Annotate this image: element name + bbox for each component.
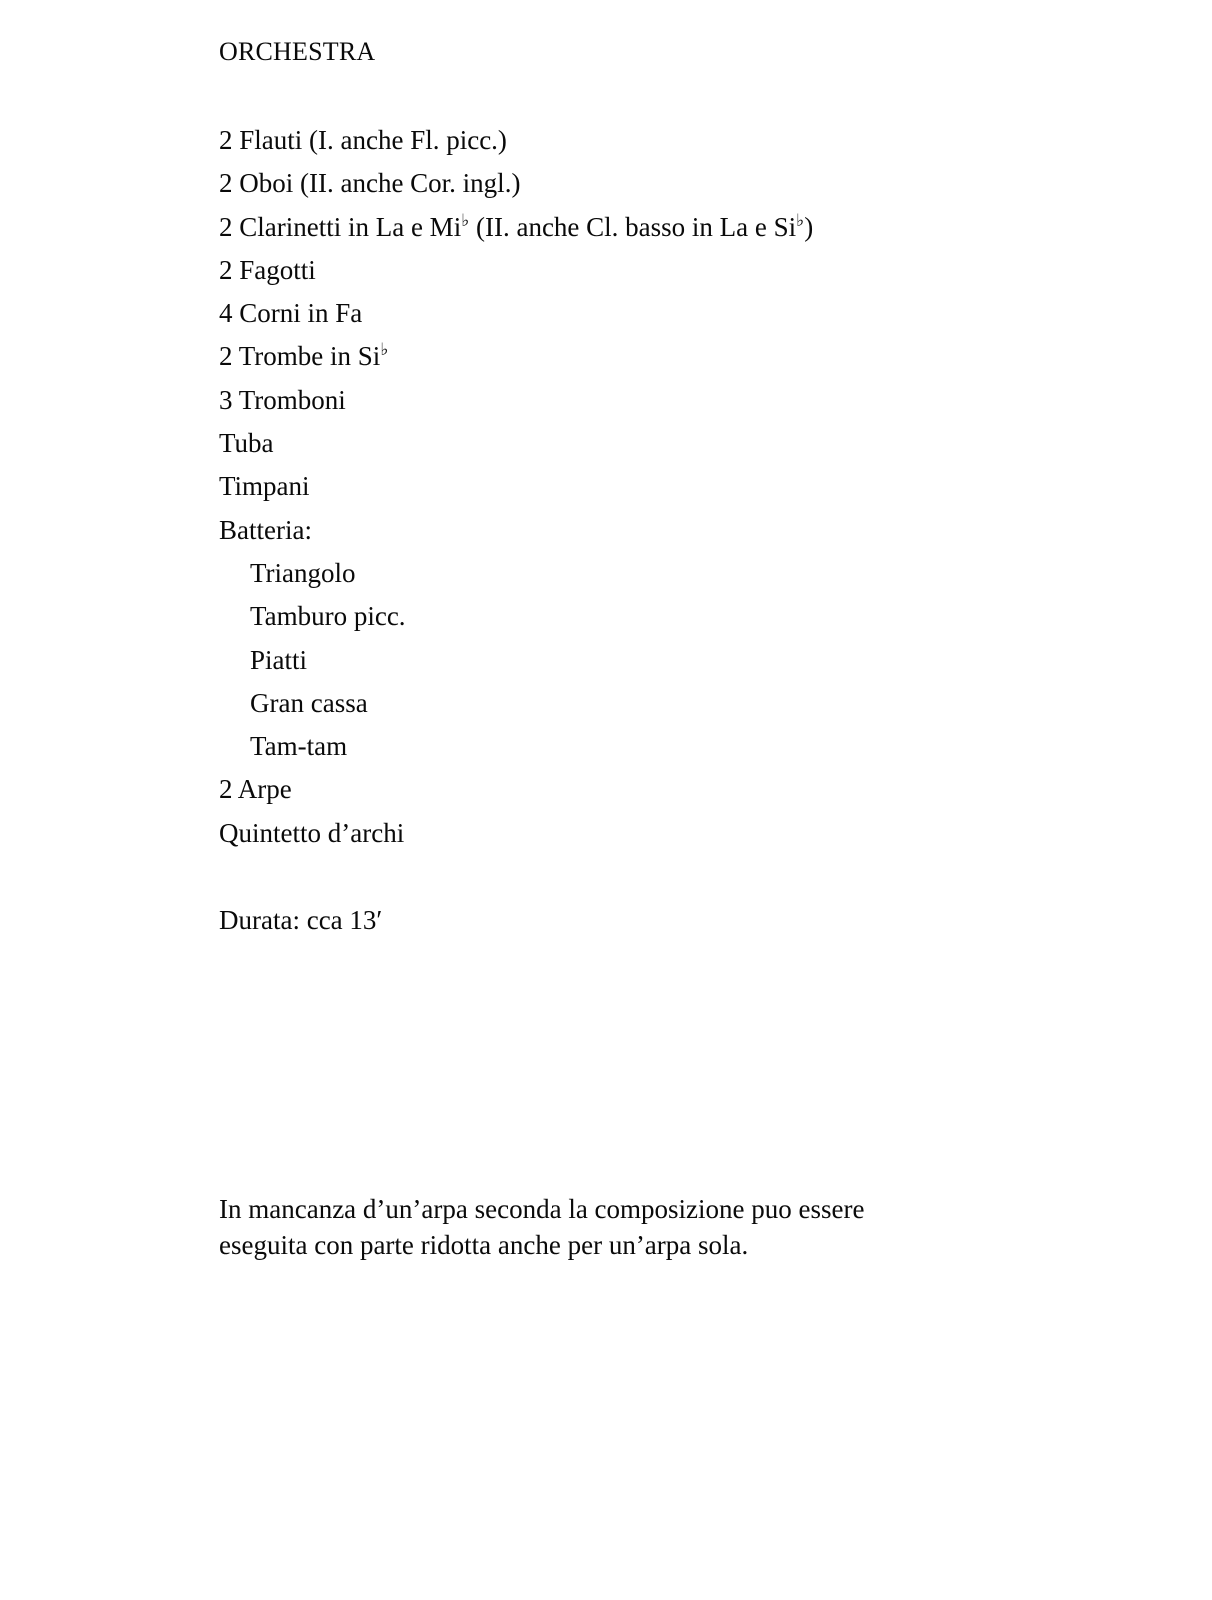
instrument-list (219, 119, 813, 855)
page-heading: ORCHESTRA (219, 37, 376, 66)
percussion-item: Gran cassa (250, 687, 368, 718)
instrument-text: 2 Clarinetti in La e Mi (219, 211, 462, 242)
instrument-item: 2 Arpe (219, 774, 292, 805)
flat-sign-icon: ♭ (796, 210, 805, 230)
percussion-item: Tamburo picc. (250, 601, 406, 632)
instrument-item: Tuba (219, 428, 274, 459)
instrument-item: Quintetto d’archi (219, 817, 405, 848)
instrument-item: Timpani (219, 471, 310, 502)
instrument-item: 4 Corni in Fa (219, 298, 363, 329)
performance-note (219, 1191, 864, 1263)
instrument-item: 2 Flauti (I. anche Fl. picc.) (219, 125, 507, 155)
percussion-item: Piatti (250, 644, 308, 675)
duration-text: Durata: cca 13′ (219, 905, 383, 935)
percussion-heading: Batteria: (219, 514, 312, 545)
percussion-item: Triangolo (250, 557, 356, 588)
percussion-item: Tam-tam (250, 731, 348, 762)
instrument-item: 2 Fagotti (219, 254, 316, 285)
instrument-text: 2 Trombe in Si (219, 341, 381, 372)
instrument-item: 2 Oboi (II. anche Cor. ingl.) (219, 168, 521, 199)
flat-sign-icon: ♭ (380, 340, 389, 360)
instrument-item (219, 335, 813, 378)
instrument-text: ) (804, 211, 814, 242)
flat-sign-icon: ♭ (461, 210, 470, 230)
instrument-item: 3 Tromboni (219, 384, 346, 415)
instrument-text: (II. anche Cl. basso in La e Si (469, 211, 797, 242)
note-line: eseguita con parte ridotta anche per un’arpa sola. (219, 1230, 749, 1260)
note-line: In mancanza d’un’arpa seconda la composizione puo essere (219, 1194, 865, 1224)
instrument-item (219, 206, 813, 249)
